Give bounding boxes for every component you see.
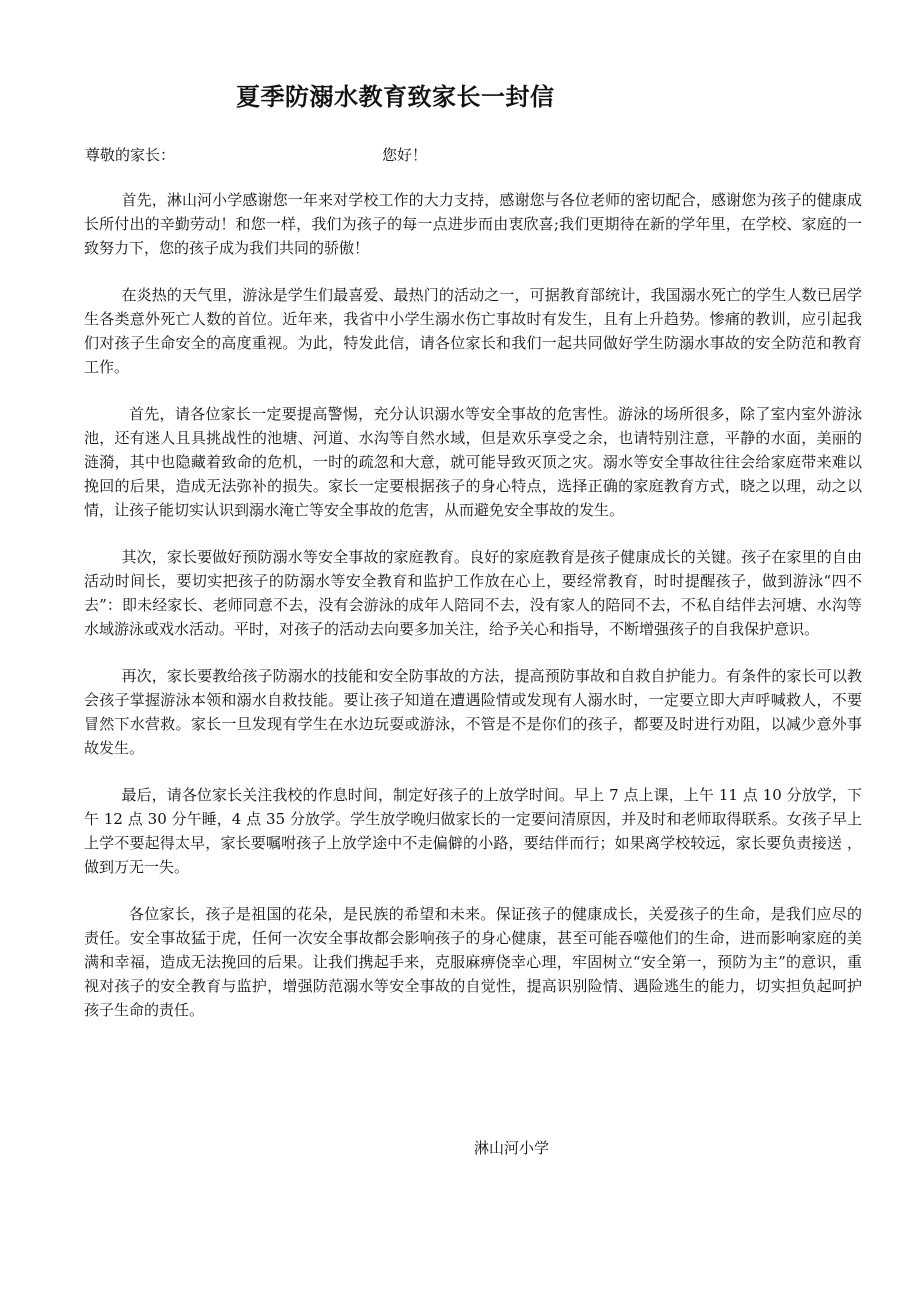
greeting-text: 您好！ [382,146,428,164]
paragraph-family-education: 其次，家长要做好预防溺水等安全事故的家庭教育。良好的家庭教育是孩子健康成长的关键。孩子在家里的自由活动时间长，要切实把孩子的防溺水等安全教育和监护工作放在心上，要经常教育，时时提醒孩子，做到游泳“四不去”：即未经家长、老师同意不去，没有会游泳的成年人陪同不去，没有家人的陪同不去，不私自结伴去河塘、水沟等水域游泳或戏水活动。平时，对孩子的活动去向要多加关注，给予关心和指导，不断增强孩子的自我保护意识。 [84,548,862,638]
paragraph-awareness: 首先，请各位家长一定要提高警惕，充分认识溺水等安全事故的危害性。游泳的场所很多，除了室内室外游泳池，还有迷人且具挑战性的池塘、河道、水沟等自然水域，但是欢乐享受之余，也请特别注意，平静的水面，美丽的涟漪，其中也隐藏着致命的危机，一时的疏忽和大意，就可能导致灭顶之灾。溺水等安全事故往往会给家庭带来难以挽回的后果，造成无法弥补的损失。家长一定要根据孩子的身心特点，选择正确的家庭教育方式，晓之以理，动之以情，让孩子能切实认识到溺水淹亡等安全事故的危害，从而避免安全事故的发生。 [84,405,862,519]
salutation: 尊敬的家长： [85,146,176,164]
letter-title: 夏季防溺水教育致家长一封信 [236,83,555,111]
letter-body [84,188,862,1045]
paragraph-schedule: 最后，请各位家长关注我校的作息时间，制定好孩子的上放学时间。早上 7 点上课，上午 11 点 10 分放学，下午 12 点 30 分午睡，4 点 35 分放学。学生放学晚归做家长的一定要问清原因，并及时和老师取得联系。女孩子早上上学不要起得太早，家长要嘱咐孩子上放学途中不走偏僻的小路，要结伴而行；如果离学校较远，家长要负责接送 ，做到万无一失。 [84,786,862,876]
paragraph-thanks: 首先，淋山河小学感谢您一年来对学校工作的大力支持，感谢您与各位老师的密切配合，感谢您为孩子的健康成长所付出的辛勤劳动！和您一样，我们为孩子的每一点进步而由衷欣喜;我们更期待在新的学年里，在学校、家庭的一致努力下，您的孩子成为我们共同的骄傲！ [84,191,862,257]
school-signature: 淋山河小学 [474,1139,550,1157]
paragraph-closing: 各位家长，孩子是祖国的花朵，是民族的希望和未来。保证孩子的健康成长，关爱孩子的生命，是我们应尽的责任。安全事故猛于虎，任何一次安全事故都会影响孩子的身心健康，甚至可能吞噬他们的生命，进而影响家庭的美满和幸福，造成无法挽回的后果。让我们携起手来，克服麻痹侥幸心理，牢固树立“安全第一，预防为主”的意识，重视对孩子的安全教育与监护，增强防范溺水等安全事故的自觉性，提高识别险情、遇险逃生的能力，切实担负起呵护孩子生命的责任。 [84,905,862,1019]
paragraph-skills: 再次，家长要教给孩子防溺水的技能和安全防事故的方法，提高预防事故和自救自护能力。有条件的家长可以教会孩子掌握游泳本领和溺水自救技能。要让孩子知道在遭遇险情或发现有人溺水时，一定要立即大声呼喊救人，不要冒然下水营救。家长一旦发现有学生在水边玩耍或游泳，不管是不是你们的孩子，都要及时进行劝阻，以减少意外事故发生。 [84,667,862,757]
paragraph-background: 在炎热的天气里，游泳是学生们最喜爱、最热门的活动之一，可据教育部统计，我国溺水死亡的学生人数已居学生各类意外死亡人数的首位。近年来，我省中小学生溺水伤亡事故时有发生，且有上升趋势。惨痛的教训，应引起我们对孩子生命安全的高度重视。为此，特发此信，请各位家长和我们一起共同做好学生防溺水事故的安全防范和教育工作。 [84,286,862,376]
